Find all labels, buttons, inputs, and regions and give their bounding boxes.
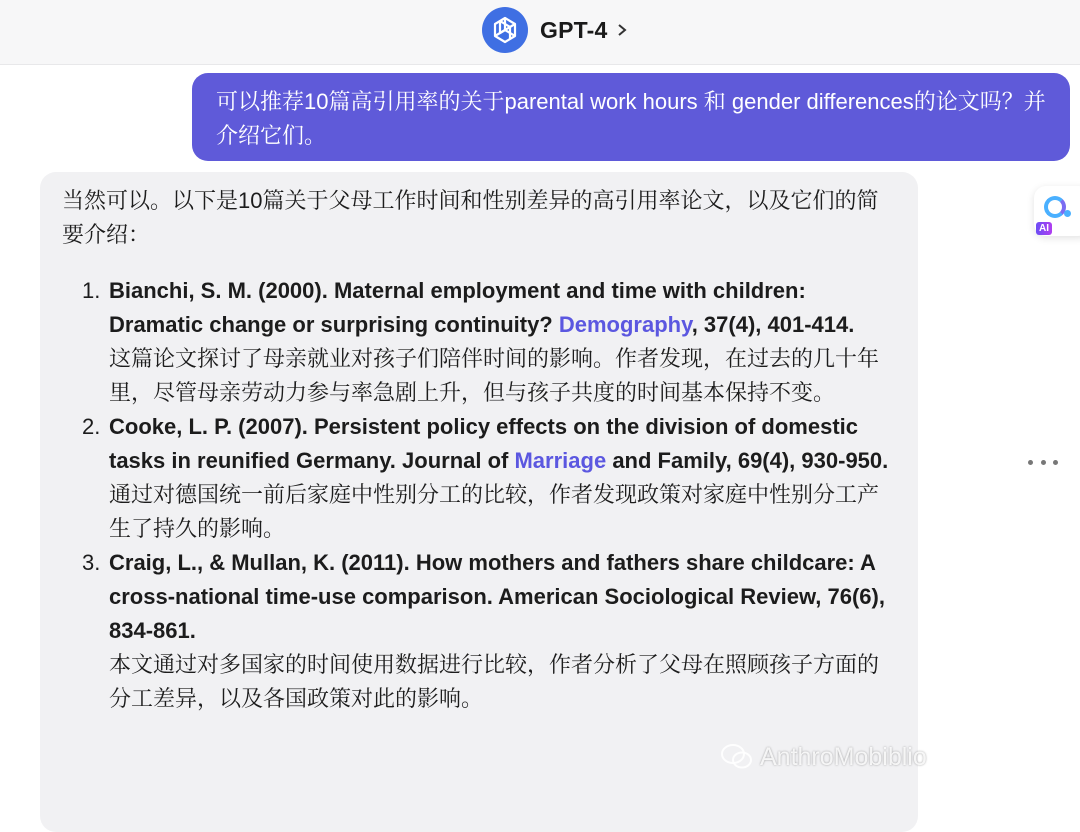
reference-item [62, 410, 896, 546]
more-dot [1028, 460, 1033, 465]
model-selector[interactable] [482, 6, 629, 54]
journal-link[interactable]: Marriage [514, 448, 607, 473]
citation-text: Craig, L., & Mullan, K. (2011). How mothers and fathers share childcare: A cross-national time-use comparison. American Sociological Review, 76(6), 834-861. [109, 550, 885, 643]
citation-text: and Family, 69(4), 930-950. [606, 448, 889, 473]
model-name: GPT-4 [540, 16, 608, 43]
assistant-message [40, 172, 918, 832]
user-message [192, 73, 1070, 161]
reference-summary: 本文通过对多国家的时间使用数据进行比较，作者分析了父母在照顾孩子方面的分工差异，以及各国政策对此的影响。 [109, 652, 880, 711]
ai-assistant-button[interactable] [1034, 186, 1080, 236]
reference-number: 2. [82, 414, 101, 439]
watermark-text: AnthroMobiblio [760, 742, 927, 771]
more-horizontal-icon[interactable] [1028, 452, 1058, 472]
reference-item [62, 274, 896, 410]
assistant-intro: 当然可以。以下是10篇关于父母工作时间和性别差异的高引用率论文，以及它们的简要介绍： [62, 188, 879, 247]
chevron-right-icon [615, 23, 629, 37]
reference-list [62, 274, 896, 716]
more-dot [1041, 460, 1046, 465]
ai-assistant-icon [1044, 196, 1066, 218]
reference-number: 3. [82, 550, 101, 575]
reference-item [62, 546, 896, 716]
citation-text: Bianchi, S. M. (2000). Maternal employment and time with children: Dramatic change or surprising continuity? [109, 278, 806, 337]
citation-text: Cooke, L. P. (2007). Persistent policy effects on the division of domestic tasks in reunified Germany. Journal of [109, 414, 859, 473]
more-dot [1053, 460, 1058, 465]
journal-link[interactable]: Demography [558, 312, 692, 337]
reference-summary: 这篇论文探讨了母亲就业对孩子们陪伴时间的影响。作者发现，在过去的几十年里，尽管母亲劳动力参与率急剧上升，但与孩子共度的时间基本保持不变。 [109, 346, 880, 405]
citation-text: , 37(4), 401-414. [691, 312, 855, 337]
reference-number: 1. [82, 278, 101, 303]
reference-citation [109, 278, 854, 337]
wechat-icon [720, 742, 754, 772]
ai-badge: AI [1036, 222, 1052, 235]
top-bar [0, 0, 1080, 65]
reference-citation [109, 550, 885, 643]
watermark [720, 742, 927, 772]
openai-logo-icon [482, 7, 528, 53]
reference-citation [109, 414, 888, 473]
ai-assistant-dot [1064, 210, 1071, 217]
reference-summary: 通过对德国统一前后家庭中性别分工的比较，作者发现政策对家庭中性别分工产生了持久的影响。 [109, 482, 880, 541]
user-message-text: 可以推荐10篇高引用率的关于parental work hours 和 gender differences的论文吗？并介绍它们。 [216, 89, 1046, 148]
